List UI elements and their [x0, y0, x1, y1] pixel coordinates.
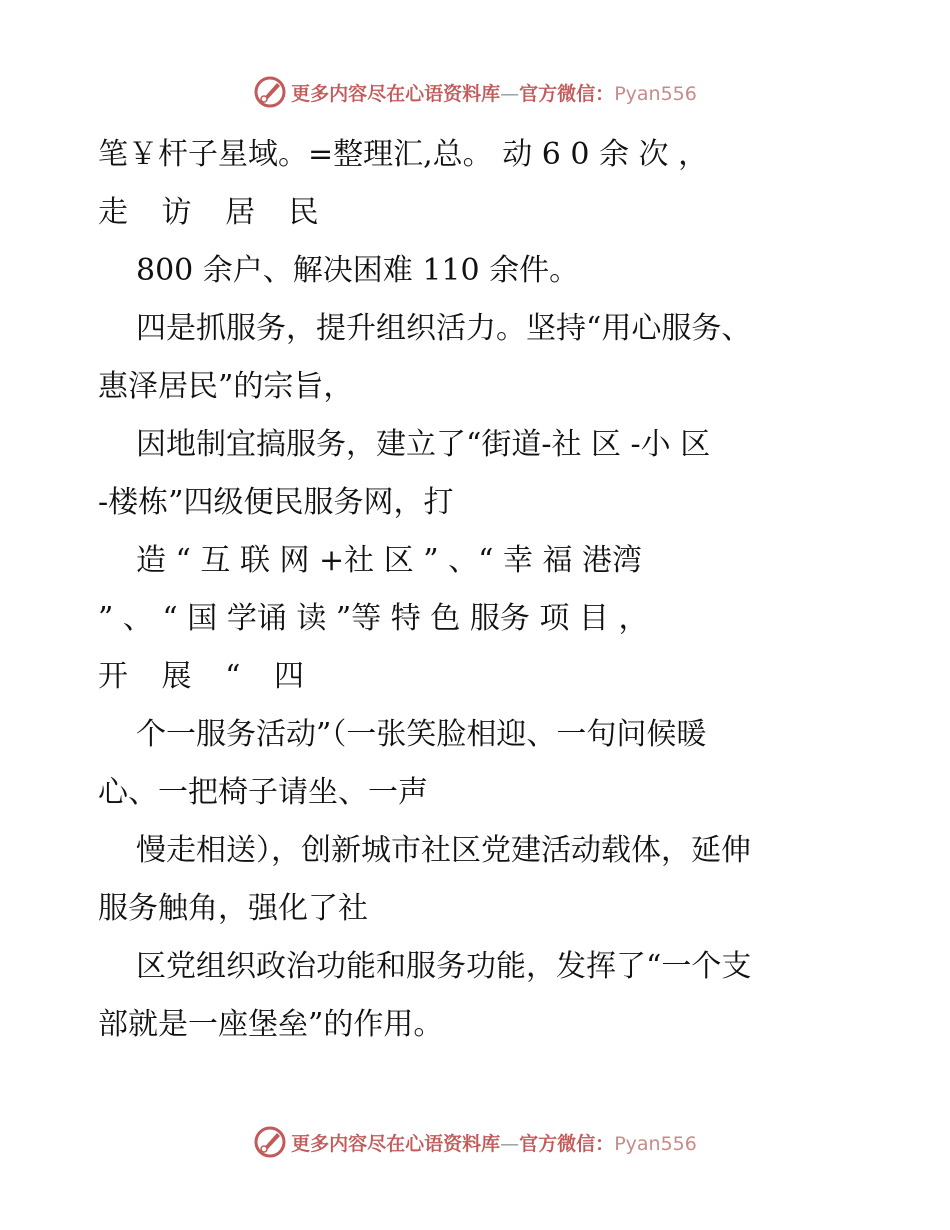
banner-account: Pyan556 [614, 1132, 697, 1155]
banner-title: 更多内容尽在心语资料库 [291, 1132, 501, 1155]
text-line: 800 余户、解决困难 110 余件。 [136, 253, 580, 288]
text-line: 服务触角，强化了社 [98, 891, 368, 926]
quill-logo-icon [253, 75, 287, 109]
banner-separator: — [500, 82, 520, 105]
document-body [98, 126, 858, 1054]
text-line: 心、一把椅子请坐、一声 [98, 775, 428, 810]
footer-banner [0, 1122, 950, 1162]
banner-text [291, 79, 697, 106]
text-line: 个一服务活动”（一张笑脸相迎、一句问候暖 [136, 717, 707, 752]
text-line: 部就是一座堡垒”的作用。 [98, 1007, 444, 1042]
text-line: ” 、 “ 国 学诵 读 ”等 特 色 服务 项 目 ， [98, 601, 649, 636]
banner-text [291, 1129, 697, 1156]
text-line: 慢走相送），创新城市社区党建活动载体，延伸 [136, 833, 751, 868]
banner-suffix: 官方微信： [519, 1132, 615, 1155]
text-line: 开 展 “ 四 [98, 659, 316, 694]
text-line: 四是抓服务，提升组织活力。坚持“用心服务、 [136, 311, 752, 346]
header-banner [0, 72, 950, 112]
banner-suffix: 官方微信： [519, 82, 615, 105]
text-line: 走 访 居 民 [98, 195, 331, 230]
banner-separator: — [500, 1132, 520, 1155]
text-line: -楼栋”四级便民服务网，打 [98, 485, 454, 520]
banner-title: 更多内容尽在心语资料库 [291, 82, 501, 105]
text-line: 惠泽居民”的宗旨， [98, 369, 354, 404]
text-line: 区党组织政治功能和服务功能，发挥了“一个支 [136, 949, 752, 984]
quill-logo-icon [253, 1125, 287, 1159]
banner-account: Pyan556 [614, 82, 697, 105]
text-line: 因地制宜搞服务，建立了“街道-社 区 -小 区 [136, 427, 711, 462]
text-line: 笔￥杆子星域。=整理汇,总。 动 6 0 余 次 ， [98, 137, 709, 172]
text-line: 造 “ 互 联 网 +社 区 ” 、“ 幸 福 港湾 [136, 543, 643, 578]
